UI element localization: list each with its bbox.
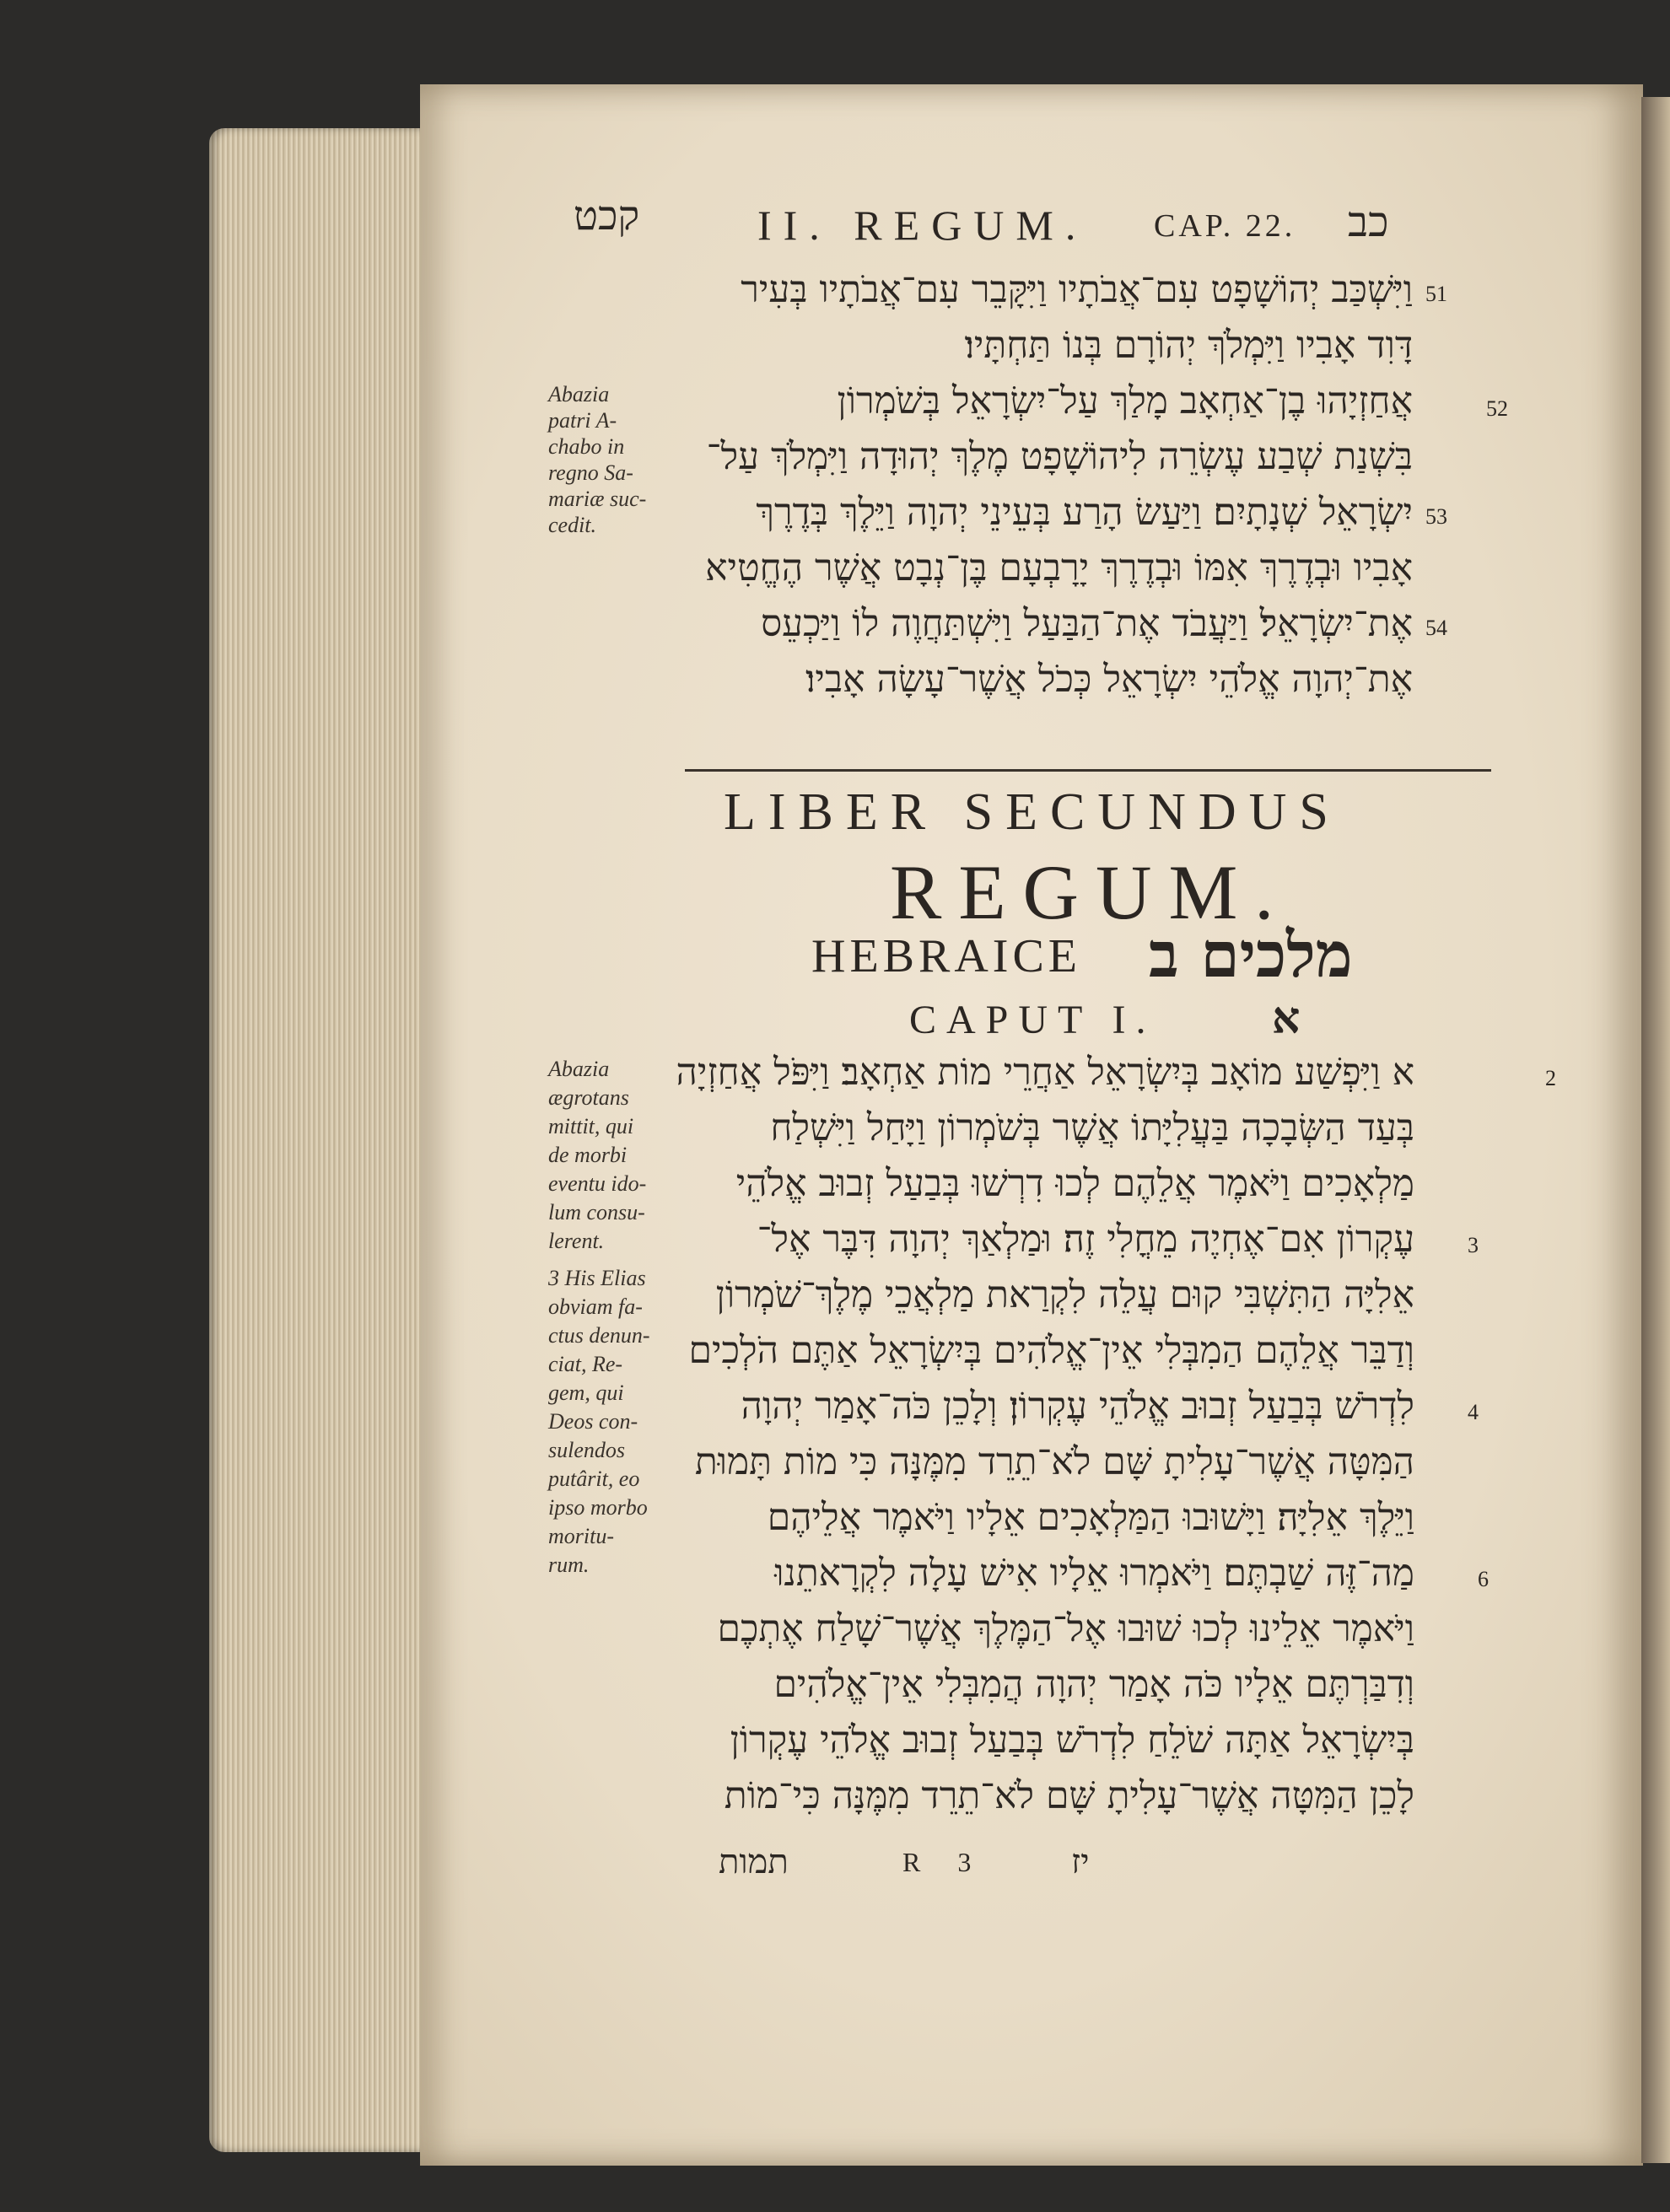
hebrew-line: בִּשְׁנַת שְׁבַע עֶשְׂרֵה לִיהוֹשָׁפָט מֶלֶךְ יְהוּדָה וַיִּמְלֹךְ עַל־ [706, 435, 1413, 478]
margin-note-line: lum consu- [548, 1200, 645, 1224]
margin-note-line: Abazia [548, 382, 610, 406]
margin-note-line: lerent. [548, 1229, 605, 1253]
section-divider [685, 769, 1491, 772]
hebrew-line: וַיִּשְׁכַּב יְהוֹשָׁפָט עִם־אֲבֹתָיו וַיִּקָּבֵר עִם־אֲבֹתָיו בְּעִיר [741, 268, 1413, 311]
margin-note-line: mariæ suc- [548, 487, 647, 511]
verse-number: 52 [1486, 396, 1508, 421]
verse-number: 3 [1468, 1233, 1479, 1257]
book-gutter [1641, 97, 1670, 2163]
hebrew-line: מַלְאָכִים וַיֹּאמֶר אֲלֵהֶם לְכוּ דִרְשׁוּ בְּבַעַל זְבוּב אֱלֹהֵי [735, 1162, 1414, 1205]
hebrew-line: דָּוִד אָבִיו וַיִּמְלֹךְ יְהוֹרָם בְּנוֹ תַּחְתָּיו׃ [964, 324, 1413, 367]
margin-note-line: putârit, eo [548, 1467, 640, 1491]
catchword: תמות [719, 1843, 789, 1881]
hebrew-folio-number: קכט [574, 192, 640, 239]
caput-heading: CAPUT I. [909, 998, 1156, 1042]
margin-note-line: Deos con- [548, 1409, 638, 1434]
hebrew-signature-mark: יז [1071, 1843, 1090, 1881]
hebrew-line: וְדַבֵּר אֲלֵהֶם הַמִבְּלִי אֵין־אֱלֹהִים בְּיִשְׂרָאֵל אַתֶּם הֹלְכִים [688, 1329, 1414, 1372]
running-title: II. REGUM. [757, 202, 1088, 249]
hebrew-chapter-header: כב [1348, 197, 1389, 246]
hebrew-line: אֶת־יְהוָה אֱלֹהֵי יִשְׂרָאֵל כְּכֹל אֲשֶׁר־עָשָׂה אָבִיו׃ [805, 658, 1413, 701]
hebrew-line: מַה־זֶּה שַׁבְתֶּם׃ וַיֹּאמְרוּ אֵלָיו אִישׁ עָלָה לִקְרָאתֵנוּ [774, 1552, 1414, 1595]
title-regum: REGUM. [890, 849, 1291, 935]
title-liber-secundus: LIBER SECUNDUS [724, 783, 1341, 841]
margin-note-line: ctus denun- [548, 1323, 650, 1348]
margin-note-line: 3 His Elias [548, 1266, 646, 1290]
verse-number: 54 [1425, 616, 1447, 640]
margin-note-line: moritu- [548, 1524, 614, 1548]
margin-note-line: cedit. [548, 513, 597, 537]
hebrew-line: יִשְׂרָאֵל שְׁנָתָיִם׃ וַיַּעַשׂ הָרַע בְּעֵינֵי יְהוָה וַיֵּלֶךְ בְּדֶרֶךְ [756, 491, 1413, 534]
hebrew-line: לִדְרֹשׁ בְּבַעַל זְבוּב אֱלֹהֵי עֶקְרוֹן׃ וְלָכֵן כֹּה־אָמַר יְהוָה [741, 1385, 1414, 1428]
margin-note-line: patri A- [548, 408, 617, 433]
hebrew-line: הַמִּטָּה אֲשֶׁר־עָלִיתָ שָּׁם לֹא־תֵרֵד מִמֶּנָּה כִּי מוֹת תָּמוּת [694, 1440, 1414, 1483]
hebrew-line: עֶקְרוֹן אִם־אֶחְיֶה מֵחֳלִי זֶה׃ וּמַלְאַךְ יְהוָה דִּבֶּר אֶל־ [757, 1218, 1414, 1261]
hebrew-line: אָבִיו וּבְדֶרֶךְ אִמּוֹ וּבְדֶרֶךְ יָרָבְעָם בֶּן־נְבָט אֲשֶׁר הֶחֱטִיא [705, 546, 1413, 589]
margin-note-line: de morbi [548, 1143, 628, 1167]
hebrew-line: בְּיִשְׂרָאֵל אַתָּה שֹׁלֵחַ לִדְרֹשׁ בְּבַעַל זְבוּב אֱלֹהֵי עֶקְרוֹן [730, 1719, 1414, 1762]
hebrew-line: אֶת־יִשְׂרָאֵל׃ וַיַּעֲבֹד אֶת־הַבַּעַל וַיִּשְׁתַּחֲוֶה לוֹ וַיַּכְעֵס [761, 602, 1413, 645]
verse-number: 2 [1545, 1066, 1556, 1090]
hebrew-line: וַיֹּאמֶר אֵלֵינוּ לְכוּ שׁוּבוּ אֶל־הַמֶּלֶךְ אֲשֶׁר־שָׁלַח אֶתְכֶם [717, 1607, 1414, 1650]
caput-hebrew: א [1272, 993, 1301, 1044]
hebrew-line: וַיֵּלֶךְ אֵלִיָּה׃ וַיָּשׁוּבוּ הַמַּלְאָכִים אֵלָיו וַיֹּאמֶר אֲלֵיהֶם [767, 1496, 1414, 1539]
verse-number: 51 [1425, 282, 1447, 306]
margin-note-line: sulendos [548, 1438, 625, 1462]
margin-note-line: chabo in [548, 434, 625, 459]
hebrew-line: אֵלִיָּה הַתִּשְׁבִּי קוּם עֲלֵה לִקְרַאת מַלְאֲכֵי מֶלֶךְ־שֹׁמְרוֹן [715, 1273, 1414, 1316]
signature-mark: R 3 [902, 1847, 987, 1877]
margin-note-line: ciat, Re- [548, 1352, 623, 1376]
hebrew-line: א וַיִּפְשַׁע מוֹאָב בְּיִשְׂרָאֵל אַחֲרֵי מוֹת אַחְאָב׃ וַיִּפֹּל אֲחַזְיָה [676, 1051, 1414, 1094]
chapter-header: CAP. 22. [1154, 208, 1296, 244]
margin-note-line: ipso morbo [548, 1495, 648, 1520]
hebrew-line: לָכֵן הַמִּטָּה אֲשֶׁר־עָלִיתָ שָּׁם לֹא־תֵרֵד מִמֶּנָּה כִּי־מוֹת [724, 1774, 1414, 1817]
page-edges [209, 128, 428, 2152]
margin-note-line: eventu ido- [548, 1171, 647, 1196]
margin-note-line: Abazia [548, 1057, 610, 1081]
verse-number: 53 [1425, 504, 1447, 529]
margin-note-line: regno Sa- [548, 460, 633, 485]
margin-note-line: rum. [548, 1553, 590, 1577]
title-hebraice: HEBRAICE [811, 930, 1081, 982]
margin-note-line: mittit, qui [548, 1114, 634, 1138]
verse-number: 6 [1478, 1567, 1489, 1591]
margin-note-line: ægrotans [548, 1085, 629, 1110]
hebrew-line: בְּעַד הַשְּׂבָכָה בַּעֲלִיָּתוֹ אֲשֶׁר בְּשֹׁמְרוֹן וַיָּחַל וַיִּשְׁלַח [770, 1106, 1414, 1149]
title-hebrew-melachim: מלכים ב [1149, 919, 1353, 992]
hebrew-line: אֲחַזְיָהוּ בֶן־אַחְאָב מָלַךְ עַל־יִשְׂרָאֵל בְּשֹׁמְרוֹן [837, 379, 1413, 422]
hebrew-line: וְדִבַּרְתֶּם אֵלָיו כֹּה אָמַר יְהוָה הֲמִבְּלִי אֵין־אֱלֹהִים [773, 1663, 1414, 1706]
margin-note-line: obviam fa- [548, 1294, 643, 1319]
margin-note-line: gem, qui [548, 1380, 624, 1405]
verse-number: 4 [1468, 1400, 1479, 1424]
